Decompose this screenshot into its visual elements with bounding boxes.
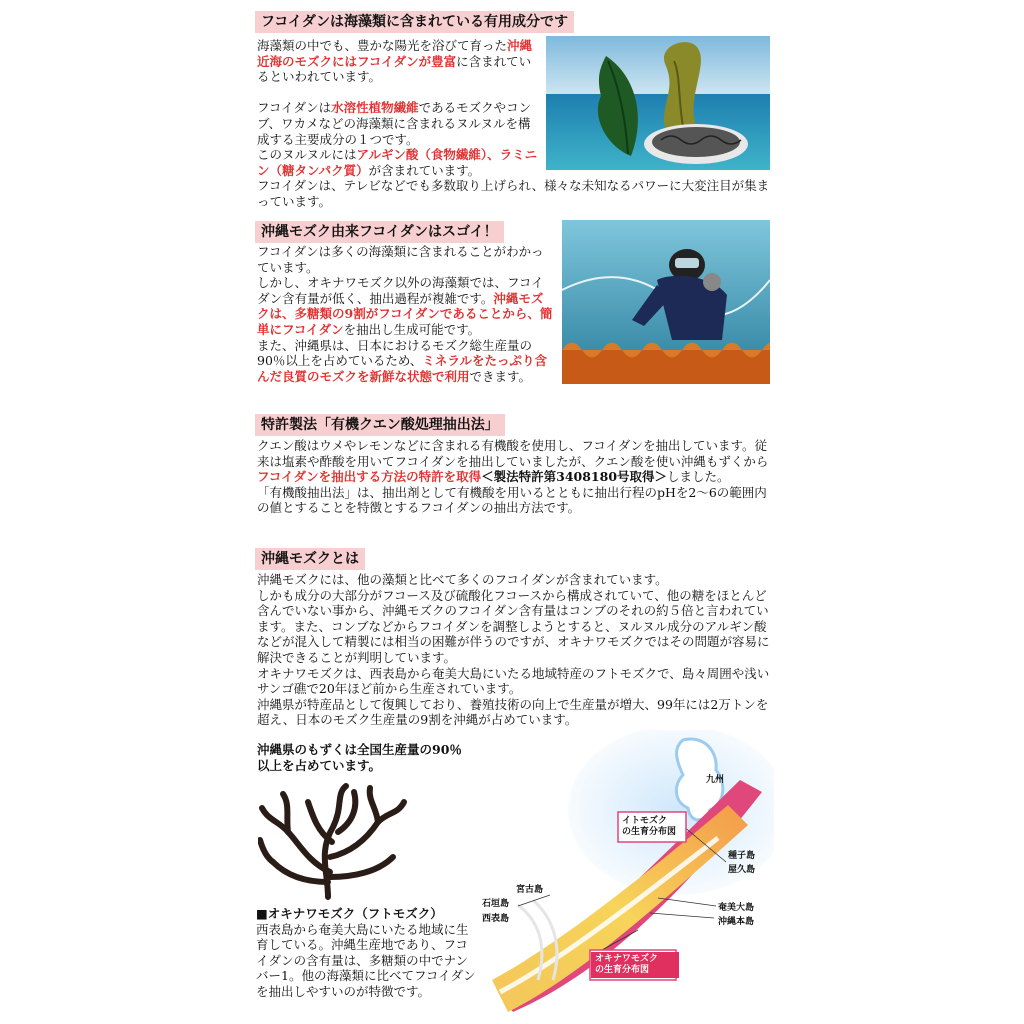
section3-para1 [257, 438, 773, 485]
text: に含まれているといわれています。 [257, 53, 532, 85]
section1-heading: フコイダンは海藻類に含まれている有用成分です [255, 11, 574, 33]
distribution-map [478, 730, 774, 1020]
section1-para4 [257, 178, 777, 209]
map-label-yakushima: 屋久島 [728, 865, 756, 875]
section1-intro [257, 38, 541, 178]
mozuku-title: ■オキナワモズク（フトモズク） [256, 906, 443, 921]
map-label-okinawa: 沖縄本島 [718, 917, 755, 927]
section4-para1: 沖縄モズクには、他の藻類と比べて多くのフコイダンが含まれています。 [257, 572, 668, 587]
section1-para3 [257, 147, 541, 178]
section2-heading: 沖縄モズク由来フコイダンはスゴイ！ [255, 221, 504, 243]
section2-para2 [257, 275, 554, 337]
section3-body [257, 438, 773, 516]
seaweed-photo [546, 36, 770, 170]
highlight: 沖縄モズクは、多糖類の9割がフコイダンであることから、簡単にフコイダン [257, 290, 553, 337]
text: が含まれています。 [368, 162, 481, 178]
map-label-okinawamozuku: オキナワモズク の生育分布図 [591, 952, 679, 978]
section3-para2: 「有機酸抽出法」は、抽出剤として有機酸を用いるとともに抽出行程のpHを2～6の範囲内の値とすることを特徴とするフコイダンの抽出方法です。 [257, 484, 767, 516]
highlight: アルギン酸（食物繊維）、ラミニン（糖タンパク質） [257, 147, 538, 178]
mozuku-caption [256, 906, 476, 1000]
text: フコイダンは [257, 100, 332, 116]
highlight: ミネラルをたっぷり含んだ良質のモズクを新鮮な状態で利用 [257, 353, 548, 384]
callout-line2: 以上を占めています。 [257, 757, 382, 773]
map-label-ishigakijima: 石垣島 [482, 899, 510, 909]
section4-para4: 沖縄県が特産品として復興しており、養殖技術の向上で生産量が増大、99年には2万トンを超え、日本のモズク生産量の9割を沖縄が占めています。 [257, 696, 769, 728]
mozuku-illustration [258, 782, 408, 902]
section1-para2 [257, 100, 541, 147]
section4-para2: しかも成分の大部分がフコース及び硫酸化フコースから構成されていて、他の糖をほとんど含んでいない事から、沖縄モズクのフコイダン含有量はコンブのそれの約５倍と言われています。また、コンブなどからフコイダンを調整しようとすると、ヌルヌル成分のアルギン酸などが混入して精製には相当の困難が伴うのですが、オキナワモズクではその問題が容易に解決できることが判明しています。 [257, 587, 770, 665]
text: しました。 [667, 469, 730, 485]
text: このヌルヌルには [257, 147, 357, 163]
callout-line1: 沖縄県のもずくは全国生産量の90％ [257, 742, 462, 757]
map-label-itomozuku: イトモズク の生育分布図 [622, 816, 677, 837]
highlight: 沖縄近海のモズクにはフコイダンが豊富 [257, 38, 533, 69]
highlight: フコイダンを抽出する方法の特許を取得 [257, 469, 482, 485]
text: しかし、オキナワモズク以外の海藻類では、フコイダン含有量が低く、抽出過程が複雑です。 [257, 275, 544, 306]
map-label-miyakojima: 宮古島 [516, 885, 544, 895]
map-label-tanegashima: 種子島 [728, 851, 756, 861]
text: を抽出し生成可能です。 [343, 321, 481, 337]
highlight: 水溶性植物繊維 [331, 100, 419, 116]
text: であるモズクやコンブ、ワカメなどの海藻類に含まれるヌルヌルを構成する主要成分の１つです。 [257, 100, 532, 147]
map-label-amami: 奄美大島 [718, 903, 755, 913]
map-label-iriomotejima: 西表島 [482, 914, 510, 924]
section3-heading: 特許製法「有機クエン酸処理抽出法」 [255, 414, 505, 436]
text: 海藻類の中でも、豊かな陽光を浴びて育った [257, 38, 508, 53]
text: フコイダンは、テレビなどでも多数取り上げられ、様々な未知なるパワーに大変注目が集まっています。 [257, 178, 770, 209]
section2-para1: フコイダンは多くの海藻類に含まれることがわかっています。 [257, 244, 544, 275]
mozuku-description: 西表島から奄美大島にいたる地域に生育している。沖縄生産地であり、フコイダンの含有量は、多糖類の中でナンバー1。他の海藻類に比べてフコイダンを抽出しやすいのが特徴です。 [256, 921, 476, 999]
text: クエン酸はウメやレモンなどに含まれる有機酸を使用し、フコイダンを抽出しています。従来は塩素や酢酸を用いてフコイダンを抽出していましたが、クエン酸を使い沖縄もずくから [257, 438, 769, 469]
section2-para3 [257, 338, 554, 385]
section4-body [257, 572, 771, 728]
section1-para1 [257, 38, 541, 85]
diver-photo [562, 220, 770, 384]
text: また、沖縄県は、日本におけるモズク総生産量の90％以上を占めているため、 [257, 337, 533, 369]
text: できます。 [469, 368, 532, 384]
section2-body [257, 244, 554, 384]
patent-number: ＜製法特許第3408180号取得＞ [481, 469, 668, 485]
section4-heading: 沖縄モズクとは [255, 548, 365, 570]
production-callout [257, 742, 487, 773]
map-label-kyushu: 九州 [706, 775, 725, 785]
section4-para3: オキナワモズクは、西表島から奄美大島にいたる地域特産のフトモズクで、島々周囲や浅いサンゴ礁で20年ほど前から生産されています。 [257, 665, 770, 697]
